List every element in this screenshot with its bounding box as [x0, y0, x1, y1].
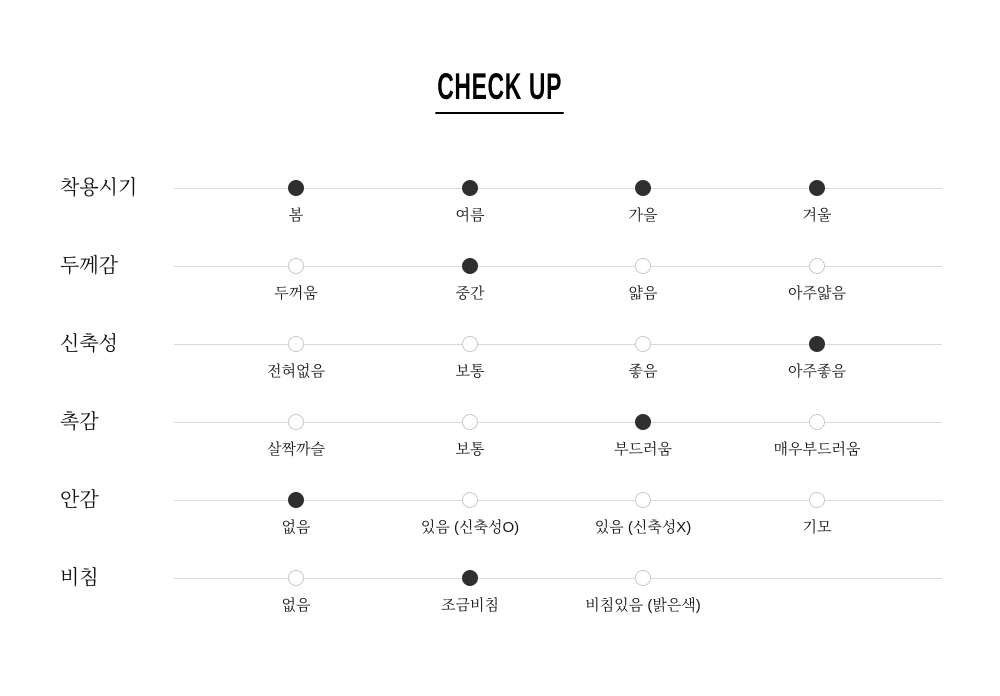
- unselected-dot: [809, 258, 825, 274]
- attribute-label: 두께감: [60, 255, 118, 277]
- selected-dot: [462, 570, 478, 586]
- option-label: 기모: [802, 519, 832, 536]
- option-label: 없음: [281, 519, 311, 536]
- option-label: 중간: [455, 285, 485, 302]
- option-label: 여름: [455, 207, 485, 224]
- attribute-label: 촉감: [60, 411, 99, 433]
- option-label: 얇음: [628, 285, 658, 302]
- unselected-dot: [462, 414, 478, 430]
- option-label: 보통: [455, 363, 485, 380]
- option-label: 조금비침: [441, 597, 499, 614]
- option-label: 매우부드러움: [773, 441, 861, 458]
- option-label: 봄: [288, 207, 304, 224]
- selected-dot: [288, 492, 304, 508]
- page-title: CHECK UP: [436, 68, 564, 114]
- unselected-dot: [635, 336, 651, 352]
- attribute-row: [0, 228, 1000, 306]
- option-label: 아주좋음: [788, 363, 846, 380]
- attribute-row: [0, 384, 1000, 462]
- attribute-row: [0, 150, 1000, 228]
- attribute-row: [0, 462, 1000, 540]
- option-label: 있음 (신축성X): [594, 519, 692, 536]
- title-wrap: [0, 68, 1000, 114]
- selected-dot: [635, 414, 651, 430]
- option-label: 겨울: [802, 207, 832, 224]
- attribute-rows: [0, 150, 1000, 618]
- attribute-label: 비침: [60, 567, 99, 589]
- attribute-row: [0, 540, 1000, 618]
- option-label: 두꺼움: [274, 285, 318, 302]
- selected-dot: [288, 180, 304, 196]
- attribute-row: [0, 306, 1000, 384]
- attribute-label: 신축성: [60, 333, 118, 355]
- unselected-dot: [809, 414, 825, 430]
- unselected-dot: [288, 414, 304, 430]
- option-label: 없음: [281, 597, 311, 614]
- option-label: 보통: [455, 441, 485, 458]
- attribute-label: 안감: [60, 489, 99, 511]
- option-label: 비침있음 (밝은색): [585, 597, 701, 614]
- selected-dot: [462, 258, 478, 274]
- option-label: 아주얇음: [788, 285, 846, 302]
- unselected-dot: [288, 336, 304, 352]
- option-label: 살짝까슬: [267, 441, 325, 458]
- selected-dot: [462, 180, 478, 196]
- unselected-dot: [635, 492, 651, 508]
- attribute-label: 착용시기: [60, 177, 138, 199]
- option-label: 가을: [628, 207, 658, 224]
- option-label: 있음 (신축성O): [420, 519, 520, 536]
- option-label: 전혀없음: [267, 363, 325, 380]
- unselected-dot: [462, 492, 478, 508]
- selected-dot: [809, 180, 825, 196]
- selected-dot: [635, 180, 651, 196]
- option-label: 좋음: [628, 363, 658, 380]
- unselected-dot: [288, 258, 304, 274]
- unselected-dot: [635, 570, 651, 586]
- unselected-dot: [809, 492, 825, 508]
- unselected-dot: [288, 570, 304, 586]
- unselected-dot: [462, 336, 478, 352]
- option-label: 부드러움: [614, 441, 672, 458]
- unselected-dot: [635, 258, 651, 274]
- selected-dot: [809, 336, 825, 352]
